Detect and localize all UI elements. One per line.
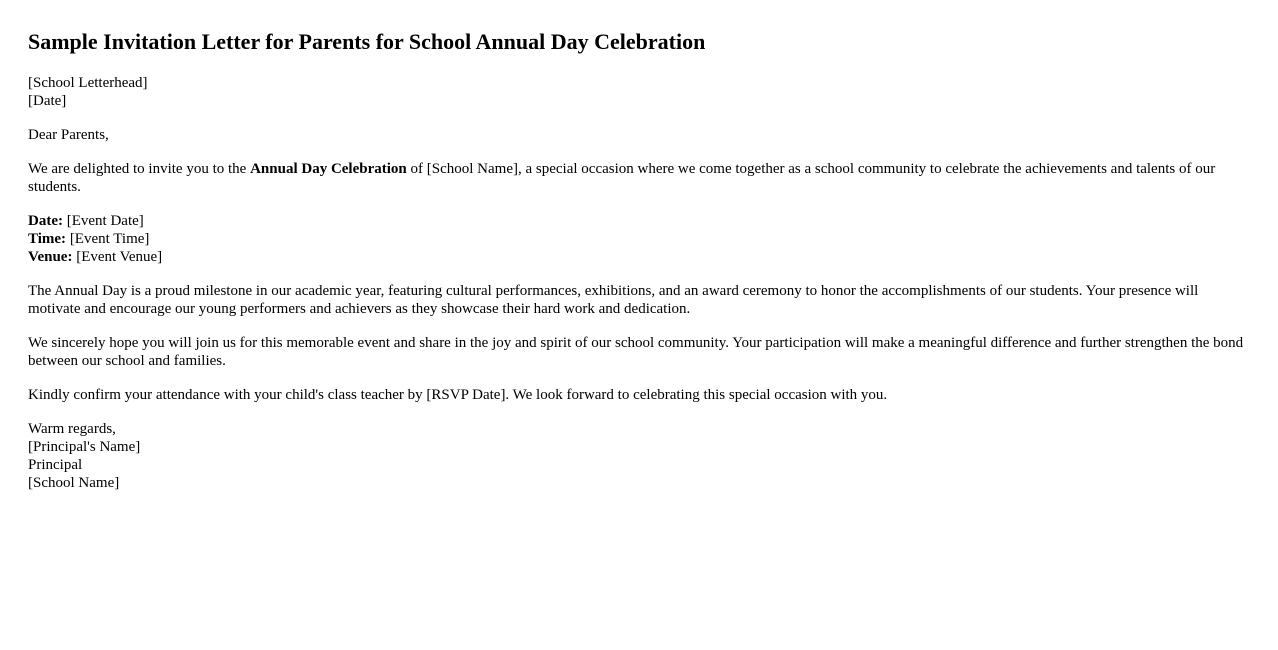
principal-name: [Principal's Name] xyxy=(28,439,141,455)
intro-text-after: of [School Name], a special occasion where we come together as a school community to celebrate the achievements and talents of our students. xyxy=(28,161,1216,195)
date-placeholder: [Date] xyxy=(28,93,67,109)
intro-event-name: Annual Day Celebration xyxy=(250,161,407,177)
school-name: [School Name] xyxy=(28,475,120,491)
event-time-value: [Event Time] xyxy=(66,231,150,247)
body-paragraph-3: Kindly confirm your attendance with your child's class teacher by [RSVP Date]. We look forward to celebrating this special occasion with you. xyxy=(28,387,888,403)
letterhead-placeholder: [School Letterhead] xyxy=(28,75,148,91)
event-venue-value: [Event Venue] xyxy=(72,249,163,265)
body-paragraph-2: We sincerely hope you will join us for this memorable event and share in the joy and spirit of our school community. Your participation will make a meaningful difference and further strengthen the bond between our school and families. xyxy=(28,335,1244,369)
event-time-label: Time: xyxy=(28,231,67,247)
principal-role: Principal xyxy=(28,457,83,473)
event-date-label: Date: xyxy=(28,213,63,229)
intro-paragraph xyxy=(28,160,1250,196)
letter-header xyxy=(28,74,1250,110)
closing-regards: Warm regards, xyxy=(28,421,116,437)
body-paragraph-1: The Annual Day is a proud milestone in our academic year, featuring cultural performances, exhibitions, and an award ceremony to honor the accomplishments of our students. Your presence will motivate and encourage our young performers and achievers as they showcase their hard work and dedication. xyxy=(28,283,1199,317)
salutation: Dear Parents, xyxy=(28,127,109,143)
event-venue-label: Venue: xyxy=(28,249,73,265)
event-date-value: [Event Date] xyxy=(62,213,144,229)
intro-text-before: We are delighted to invite you to the xyxy=(28,161,251,177)
letter-closing xyxy=(28,420,1250,492)
event-details xyxy=(28,212,1250,266)
page-title: Sample Invitation Letter for Parents for School Annual Day Celebration xyxy=(28,29,706,54)
